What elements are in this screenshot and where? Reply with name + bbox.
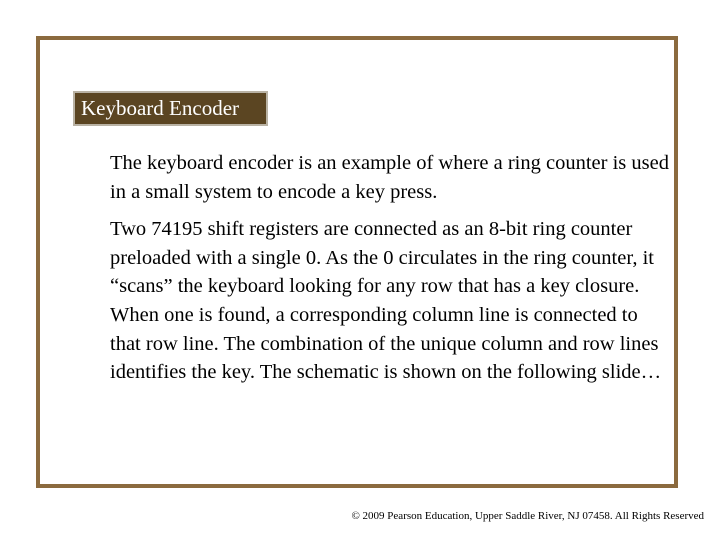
copyright-footer: © 2009 Pearson Education, Upper Saddle River, NJ 07458. All Rights Reserved [351,510,704,522]
slide-body [110,149,670,387]
slide-title: Keyboard Encoder [73,91,268,126]
body-paragraph-2: Two 74195 shift registers are connected as an 8-bit ring counter preloaded with a single 0. As the 0 circulates in the ring counter, it “scans” the keyboard looking for any row that has a key closure. When one is found, a corresponding column line is connected to that row line. The combination of the unique column and row lines identifies the key. The schematic is shown on the following slide… [110,218,662,384]
body-paragraph-1: The keyboard encoder is an example of where a ring counter is used in a small system to encode a key press. [110,152,669,203]
